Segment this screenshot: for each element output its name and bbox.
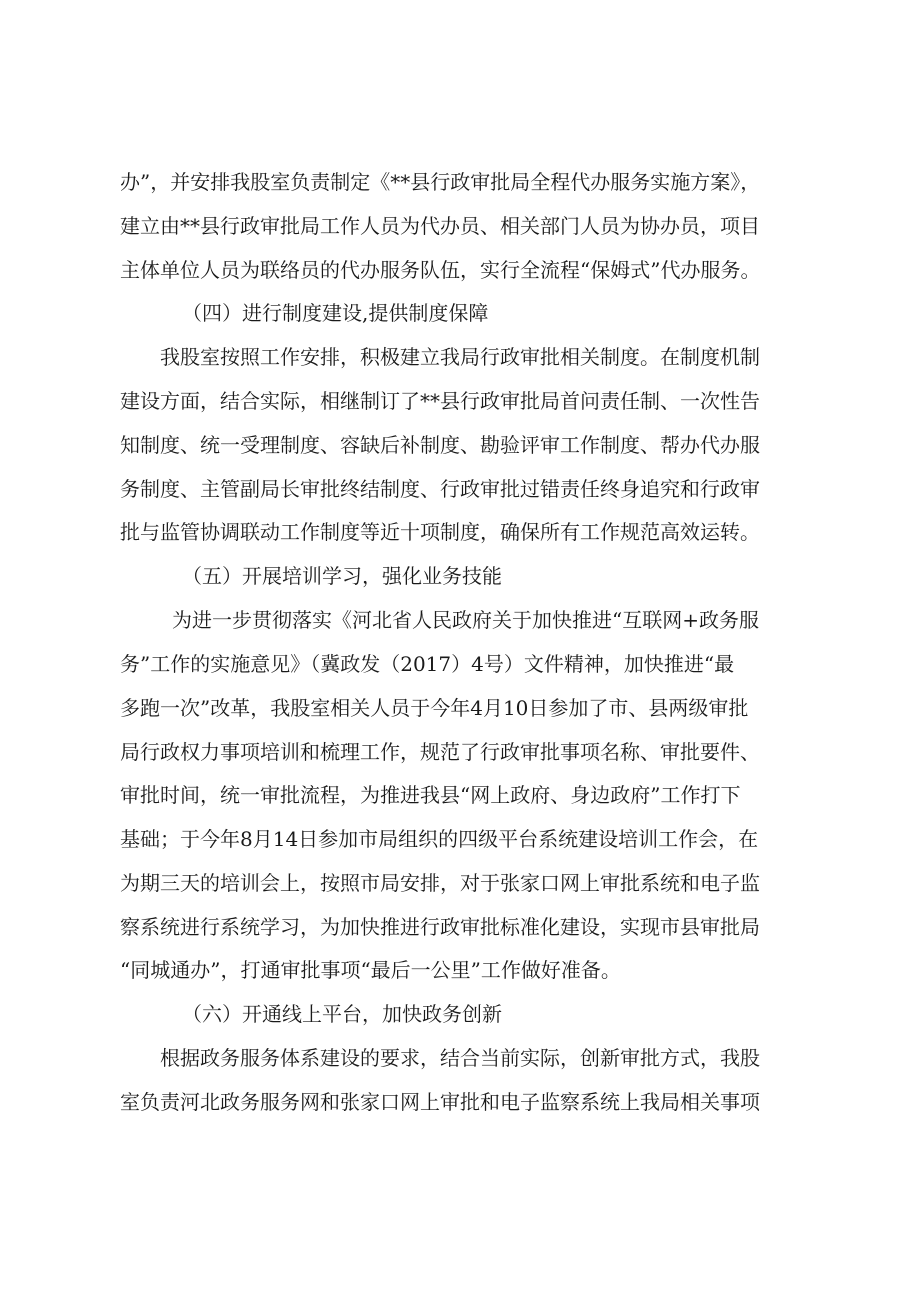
text-line <box>0 167 920 197</box>
text-line <box>0 649 920 679</box>
text-line-content: 我股室按照工作安排，积极建立我局行政审批相关制度。在制度机制 <box>160 345 760 369</box>
text-line-content: 建设方面，结合实际，相继制订了**县行政审批局首问责任制、一次性告 <box>120 389 760 413</box>
text-line-content: 批与监管协调联动工作制度等近十项制度，确保所有工作规范高效运转。 <box>120 520 760 544</box>
section-heading <box>0 298 920 328</box>
text-line <box>0 693 920 723</box>
text-line-content: 办”，并安排我股室负责制定《**县行政审批局全程代办服务实施方案》， <box>120 170 761 194</box>
text-line <box>0 912 920 942</box>
text-line <box>0 605 920 635</box>
section-heading-text: （六）开通线上平台，加快政务创新 <box>182 1002 502 1026</box>
text-line-content: 多跑一次”改革，我股室相关人员于今年4月10日参加了市、县两级审批 <box>120 696 749 720</box>
text-line-content: “同城通办”，打通审批事项“最后一公里”工作做好准备。 <box>120 958 621 982</box>
text-line-content: 察系统进行系统学习，为加快推进行政审批标准化建设，实现市县审批局 <box>120 915 760 939</box>
section-heading <box>0 561 920 591</box>
text-line <box>0 868 920 898</box>
text-line-content: 知制度、统一受理制度、容缺后补制度、勘验评审工作制度、帮办代办服 <box>120 433 760 457</box>
text-line-content: 根据政务服务体系建设的要求，结合当前实际，创新审批方式，我股 <box>160 1046 760 1070</box>
text-line-content: 务”工作的实施意见》（冀政发（2017）4号）文件精神，加快推进“最 <box>120 652 735 676</box>
text-line <box>0 517 920 547</box>
text-line <box>0 780 920 810</box>
text-line-content: 局行政权力事项培训和梳理工作，规范了行政审批事项名称、审批要件、 <box>120 740 760 764</box>
text-line <box>0 255 920 285</box>
text-line-content: 审批时间，统一审批流程，为推进我县“网上政府、身边政府”工作打下 <box>120 783 741 807</box>
text-line <box>0 342 920 372</box>
text-line-content: 为期三天的培训会上，按照市局安排，对于张家口网上审批系统和电子监 <box>120 871 760 895</box>
text-line <box>0 955 920 985</box>
text-line <box>0 430 920 460</box>
text-line <box>0 474 920 504</box>
text-line <box>0 211 920 241</box>
section-heading-text: （四）进行制度建设,提供制度保障 <box>182 301 489 325</box>
text-line <box>0 1043 920 1073</box>
section-heading-text: （五）开展培训学习，强化业务技能 <box>182 564 502 588</box>
text-line <box>0 1087 920 1117</box>
section-heading <box>0 999 920 1029</box>
text-line-content: 主体单位人员为联络员的代办服务队伍，实行全流程“保姆式”代办服务。 <box>120 258 761 282</box>
text-line <box>0 737 920 767</box>
text-line-content: 室负责河北政务服务网和张家口网上审批和电子监察系统上我局相关事项 <box>120 1090 760 1114</box>
text-line <box>0 824 920 854</box>
text-line-content: 建立由**县行政审批局工作人员为代办员、相关部门人员为协办员，项目 <box>120 214 760 238</box>
text-line-content: 为进一步贯彻落实《河北省人民政府关于加快推进“互联网+政务服 <box>172 608 759 632</box>
text-line-content: 基础；于今年8月14日参加市局组织的四级平台系统建设培训工作会，在 <box>120 827 759 851</box>
text-line <box>0 386 920 416</box>
text-line-content: 务制度、主管副局长审批终结制度、行政审批过错责任终身追究和行政审 <box>120 477 760 501</box>
